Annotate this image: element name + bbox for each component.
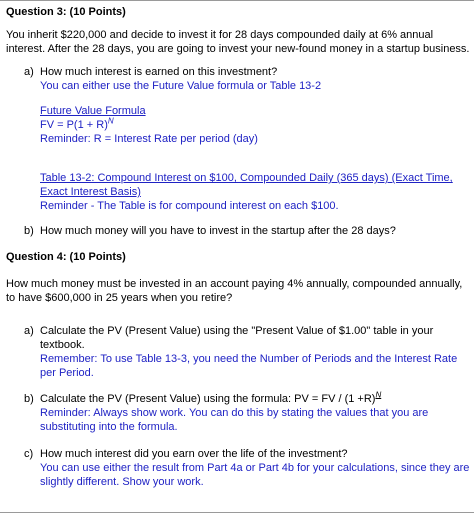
question-3-intro xyxy=(6,28,474,56)
part-b-label: b) xyxy=(24,225,34,237)
q4-part-a-question-line-1: Calculate the PV (Present Value) using the "Present Value of $1.00" table in your xyxy=(40,325,434,337)
part-a-hint: You can either use the Future Value formula or Table 13-2 xyxy=(40,80,322,92)
part-b-question: How much money will you have to invest in the startup after the 28 days? xyxy=(40,225,396,237)
part-a-question: How much interest is earned on this investment? xyxy=(40,66,278,78)
q4-part-b-question xyxy=(40,392,468,406)
q4-part-a-hint-line-2: per Period. xyxy=(40,367,94,379)
question-4-intro-line-2: to have $600,000 in 25 years when you retire? xyxy=(6,292,233,304)
future-value-formula-text: FV = P(1 + R) xyxy=(40,119,108,131)
part-a-body xyxy=(40,65,468,93)
q4-part-c-question: How much interest did you earn over the life of the investment? xyxy=(40,448,348,460)
rate-reminder: Reminder: R = Interest Rate per period (day) xyxy=(40,133,258,145)
q4-part-b-hint-line-1: Reminder: Always show work. You can do this by stating the values that you are xyxy=(40,407,429,419)
table-13-2-title-line-1: Table 13-2: Compound Interest on $100, Compounded Daily (365 days) (Exact Time, xyxy=(40,172,453,184)
table-13-2-title-line-2: Exact Interest Basis) xyxy=(40,186,141,198)
q4-part-b-exponent: N xyxy=(375,390,382,400)
q4-part-b-hint-line-2: substituting into the formula. xyxy=(40,421,178,433)
q4-part-b-question-text: Calculate the PV (Present Value) using the formula: PV = FV / (1 +R) xyxy=(40,393,376,405)
q4-part-b-label: b) xyxy=(24,393,34,405)
q4-part-a-label: a) xyxy=(24,325,34,337)
q4-part-c-label: c) xyxy=(24,448,34,460)
question-4-intro-line-1: How much money must be invested in an account paying 4% annually, compounded annually, xyxy=(6,278,463,290)
question-4-title: Question 4: (10 Points) xyxy=(6,251,126,263)
part-a-label: a) xyxy=(24,66,34,78)
question-3-heading xyxy=(6,5,474,19)
question-4-heading xyxy=(6,250,474,264)
future-value-formula xyxy=(40,118,468,132)
q4-part-a-question-line-2: textbook. xyxy=(40,339,85,351)
question-4-intro xyxy=(6,277,474,305)
question-3-title: Question 3: (10 Points) xyxy=(6,6,126,18)
question-3-intro-line-2: interest. After the 28 days, you are going to invest your new-found money in a startup business. xyxy=(6,43,470,55)
q4-part-c-hint-line-1: You can use either the result from Part 4a or Part 4b for your calculations, since they are xyxy=(40,462,470,474)
q4-part-a-hint-line-1: Remember: To use Table 13-3, you need the Number of Periods and the Interest Rate xyxy=(40,353,458,365)
future-value-formula-title: Future Value Formula xyxy=(40,105,146,117)
table-13-2-reminder: Reminder - The Table is for compound interest on each $100. xyxy=(40,200,339,212)
question-3-intro-line-1: You inherit $220,000 and decide to invest it for 28 days compounded daily at 6% annual xyxy=(6,29,434,41)
future-value-exponent: N xyxy=(107,116,114,126)
q4-part-c-hint-line-2: slightly different. Show your work. xyxy=(40,476,204,488)
